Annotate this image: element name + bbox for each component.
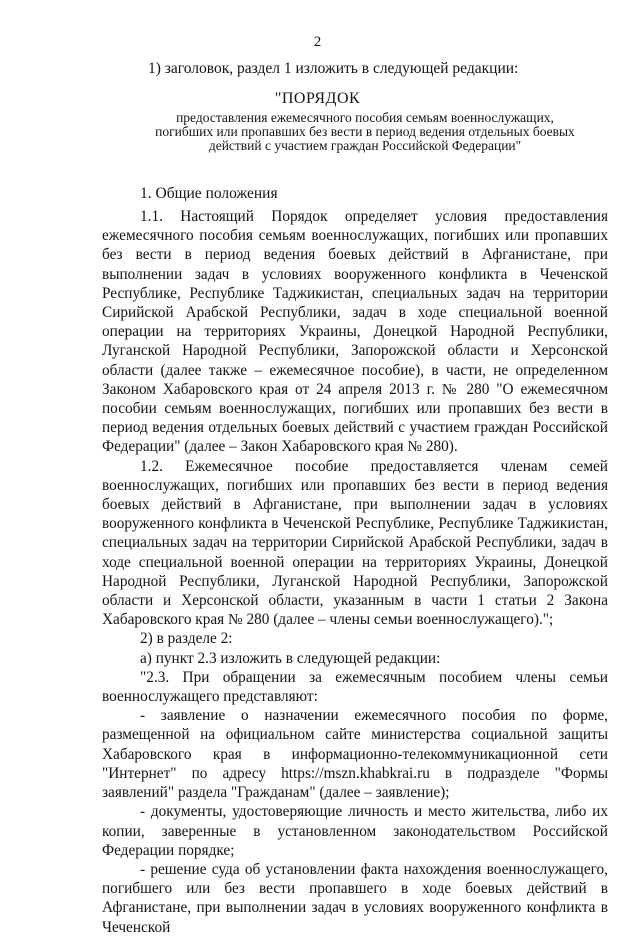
paragraph: а) пункт 2.3 изложить в следующей редакции: <box>140 649 441 667</box>
paragraph: 1.2. Ежемесячное пособие предоставляется членам семей военнослужащих, погибших или пропавших без вести в период ведения боевых действий в Афганистане, при выполнении задач в условиях вооруженного конфликта в Чеченской Республике, Республике Таджикистан, специальных задач на территории Сирийской Арабской Республики, задач в ходе специальной военной операции на территориях Украины, Донецкой Народной Республики, Луганской Народной Республики, Запорожской области и Херсонской области, указанным в части 1 статьи 2 Закона Хабаровского края № 280 (далее – члены семьи военнослужащего)."; <box>102 457 608 629</box>
document-body <box>102 207 608 937</box>
page-number: 2 <box>313 34 322 50</box>
paragraph: 2) в разделе 2: <box>140 630 233 648</box>
paragraph: - решение суда об установлении факта нахождения военнослужащего, погибшего или без вести пропавшего в ходе боевых действий в Афганистане, при выполнении задач в условиях вооруженного конфликта в Чеченской <box>102 860 608 936</box>
section-heading: 1. Общие положения <box>140 185 278 202</box>
document-subtitle: предоставления ежемесячного пособия семьям военнослужащих, погибших или пропавших без вести в период ведения отдельных боевых действий с участием граждан Российской Федерации" <box>155 110 575 153</box>
document-title: "ПОРЯДОК <box>274 90 361 107</box>
paragraph: "2.3. При обращении за ежемесячным пособием члены семьи военнослужащего представляют: <box>102 668 608 706</box>
paragraph: - документы, удостоверяющие личность и место жительства, либо их копии, заверенные в установленном законодательством Российской Федерации порядке; <box>102 803 608 859</box>
intro-line: 1) заголовок, раздел 1 изложить в следующей редакции: <box>148 60 519 77</box>
paragraph: 1.1. Настоящий Порядок определяет условия предоставления ежемесячного пособия семьям военнослужащих, погибших или пропавших без вести в период ведения боевых действий в Афганистане, при выполнении задач в условиях вооруженного конфликта в Чеченской Республике, Республике Таджикистан, специальных задач на территории Сирийской Арабской Республики, задач в ходе специальной военной операции на территориях Украины, Донецкой Народной Республики, Луганской Народной Республики, Запорожской области и Херсонской области (далее также – ежемесячное пособие), в части, не определенном Законом Хабаровского края от 24 апреля 2013 г. № 280 "О ежемесячном пособии семьям военнослужащих, погибших или пропавших без вести в период ведения отдельных боевых действий с участием граждан Российской Федерации" (далее – Закон Хабаровского края № 280). <box>102 208 608 456</box>
paragraph: - заявление о назначении ежемесячного пособия по форме, размещенной на официальном сайте министерства социальной защиты Хабаровского края в информационно-телекоммуникационной сети "Интернет" по адресу https://mszn.khabkrai.ru в подразделе "Формы заявлений" раздела "Гражданам" (далее – заявление); <box>102 707 608 802</box>
